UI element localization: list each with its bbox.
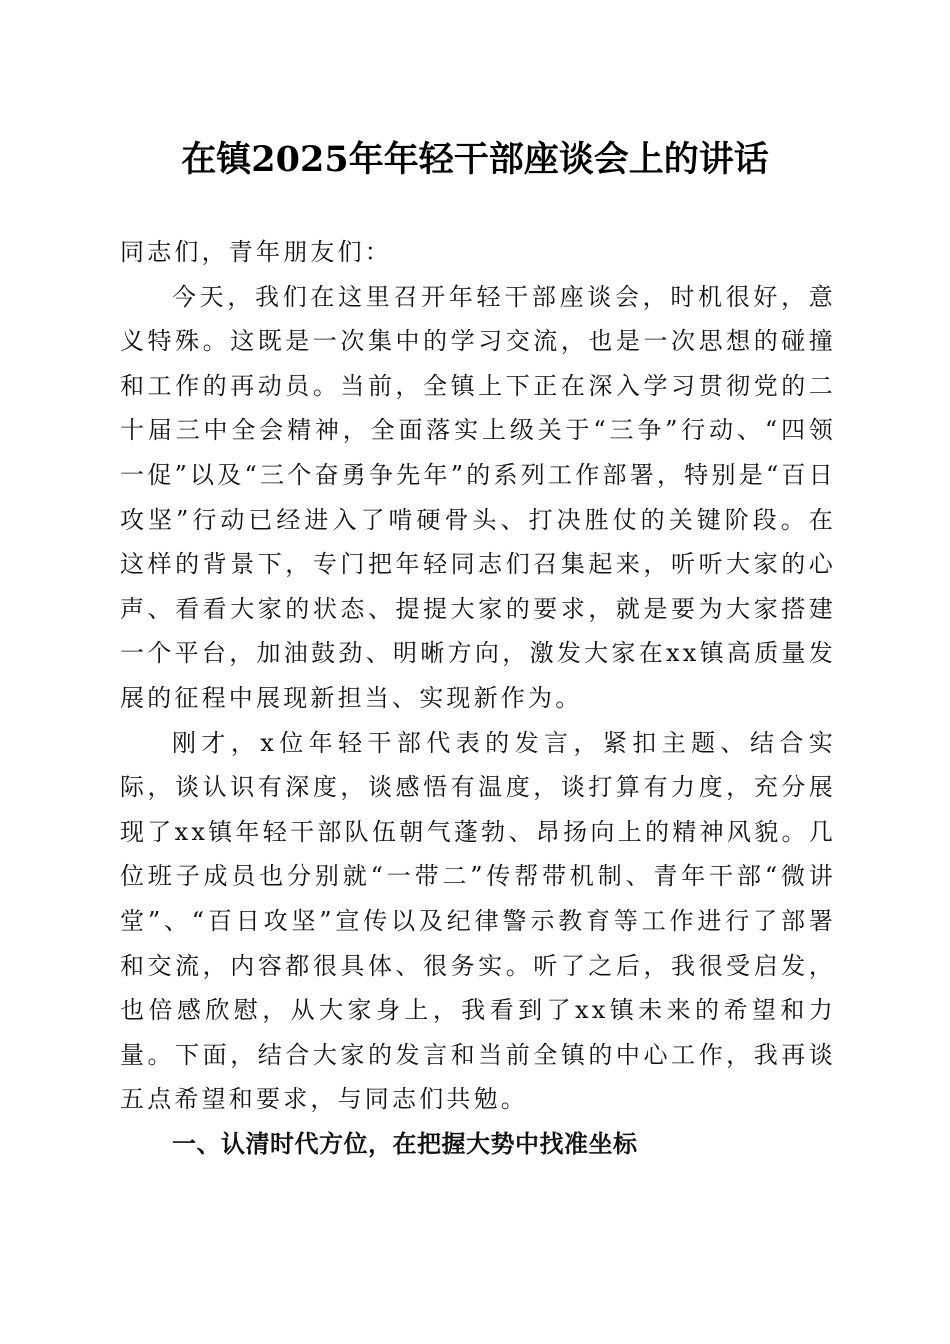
paragraph-opening: 今天，我们在这里召开年轻干部座谈会，时机很好，意义特殊。这既是一次集中的学习交流，也是一次思想的碰撞和工作的再动员。当前，全镇上下正在深入学习贯彻党的二十届三中全会精神，全面落实上级关于“三争”行动、“四领一促”以及“三个奋勇争先年”的系列工作部署，特别是“百日攻坚”行动已经进入了啃硬骨头、打决胜仗的关键阶段。在这样的背景下，专门把年轻同志们召集起来，听听大家的心声、看看大家的状态、提提大家的要求，就是要为大家搭建一个平台，加油鼓劲、明晰方向，激发大家在xx镇高质量发展的征程中展现新担当、实现新作为。: [120, 282, 836, 712]
salutation: 同志们，青年朋友们：: [120, 238, 392, 266]
document-title: 在镇2025年年轻干部座谈会上的讲话: [181, 139, 769, 180]
paragraph-feedback: 刚才，x位年轻干部代表的发言，紧扣主题、结合实际，谈认识有深度，谈感悟有温度，谈打算有力度，充分展现了xx镇年轻干部队伍朝气蓬勃、昂扬向上的精神风貌。几位班子成员也分别就“一带二”传帮带机制、青年干部“微讲堂”、“百日攻坚”宣传以及纪律警示教育等工作进行了部署和交流，内容都很具体、很务实。听了之后，我很受启发，也倍感欣慰，从大家身上，我看到了xx镇未来的希望和力量。下面，结合大家的发言和当前全镇的中心工作，我再谈五点希望和要求，与同志们共勉。: [120, 728, 836, 1114]
document-body: [120, 230, 836, 1166]
section-heading-1: 一、认清时代方位，在把握大势中找准坐标: [172, 1129, 638, 1158]
